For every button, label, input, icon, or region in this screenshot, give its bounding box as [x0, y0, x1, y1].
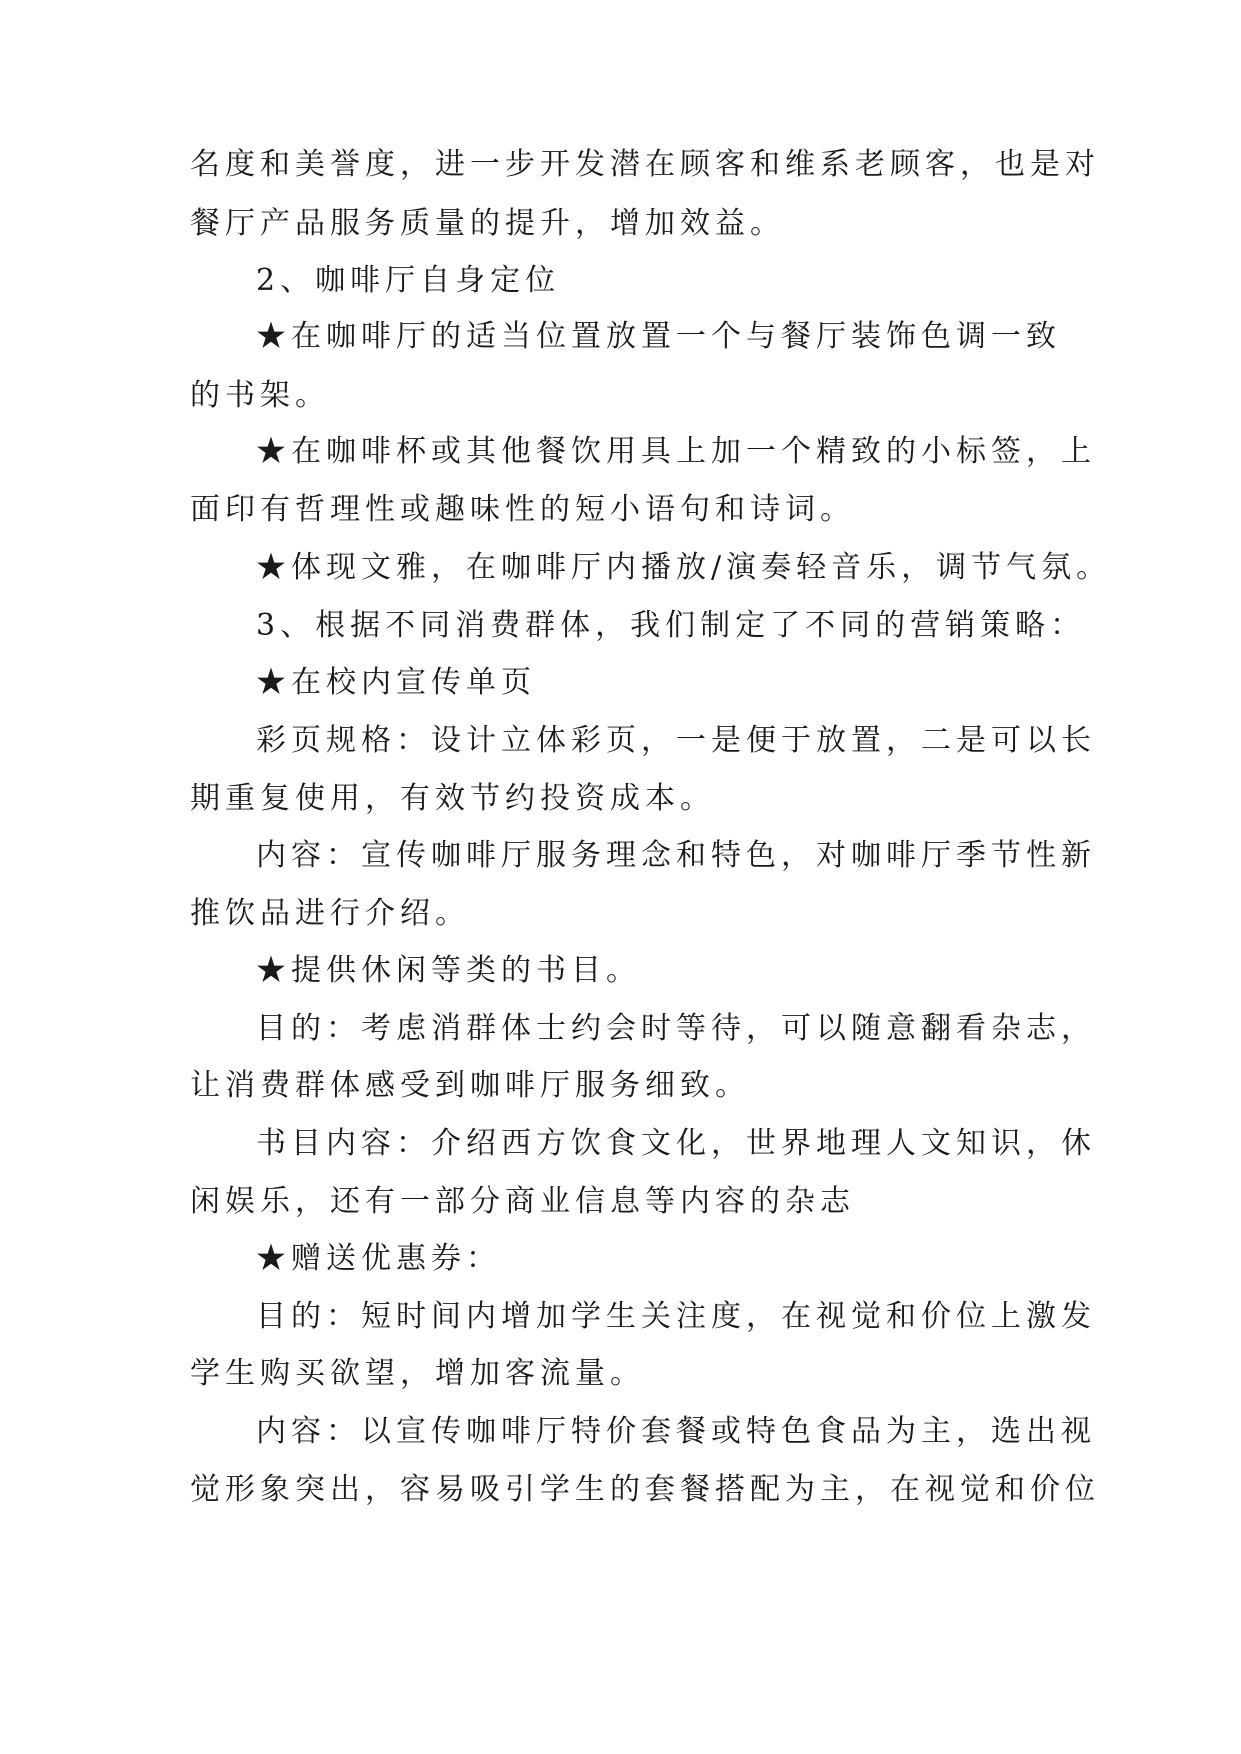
text-line: 书目内容：介绍西方饮食文化，世界地理人文知识，休: [256, 1126, 1096, 1161]
text-line: 学生购买欲望，增加客流量。: [190, 1356, 645, 1391]
text-line: 餐厅产品服务质量的提升，增加效益。: [190, 206, 785, 241]
text-line: ★在咖啡厅的适当位置放置一个与餐厅装饰色调一致: [256, 319, 1061, 354]
text-line: ★赠送优惠券：: [256, 1241, 501, 1276]
section-heading: 2、咖啡厅自身定位: [256, 263, 561, 298]
text-line: 彩页规格：设计立体彩页，一是便于放置，二是可以长: [256, 723, 1096, 758]
text-line: ★体现文雅，在咖啡厅内播放/演奏轻音乐，调节气氛。: [256, 550, 1112, 585]
text-line: 让消费群体感受到咖啡厅服务细致。: [190, 1068, 750, 1103]
text-line: 的书架。: [190, 378, 330, 413]
text-line: 觉形象突出，容易吸引学生的套餐搭配为主，在视觉和价位: [190, 1472, 1100, 1507]
text-line: 闲娱乐，还有一部分商业信息等内容的杂志: [190, 1184, 855, 1219]
text-line: ★在校内宣传单页: [256, 665, 536, 700]
text-line: 名度和美誉度，进一步开发潜在顾客和维系老顾客，也是对: [190, 147, 1100, 182]
text-line: 内容：宣传咖啡厅服务理念和特色，对咖啡厅季节性新: [256, 838, 1096, 873]
text-line: 目的：考虑消群体士约会时等待，可以随意翻看杂志，: [256, 1011, 1096, 1046]
text-line: 推饮品进行介绍。: [190, 896, 470, 931]
text-line: 目的：短时间内增加学生关注度，在视觉和价位上激发: [256, 1299, 1096, 1334]
text-line: ★在咖啡杯或其他餐饮用具上加一个精致的小标签，上: [256, 434, 1096, 469]
text-line: 内容：以宣传咖啡厅特价套餐或特色食品为主，选出视: [256, 1414, 1096, 1449]
text-line: ★提供休闲等类的书目。: [256, 953, 641, 988]
section-heading: 3、根据不同消费群体，我们制定了不同的营销策略：: [256, 608, 1086, 643]
text-line: 期重复使用，有效节约投资成本。: [190, 781, 715, 816]
text-line: 面印有哲理性或趣味性的短小语句和诗词。: [190, 492, 855, 527]
